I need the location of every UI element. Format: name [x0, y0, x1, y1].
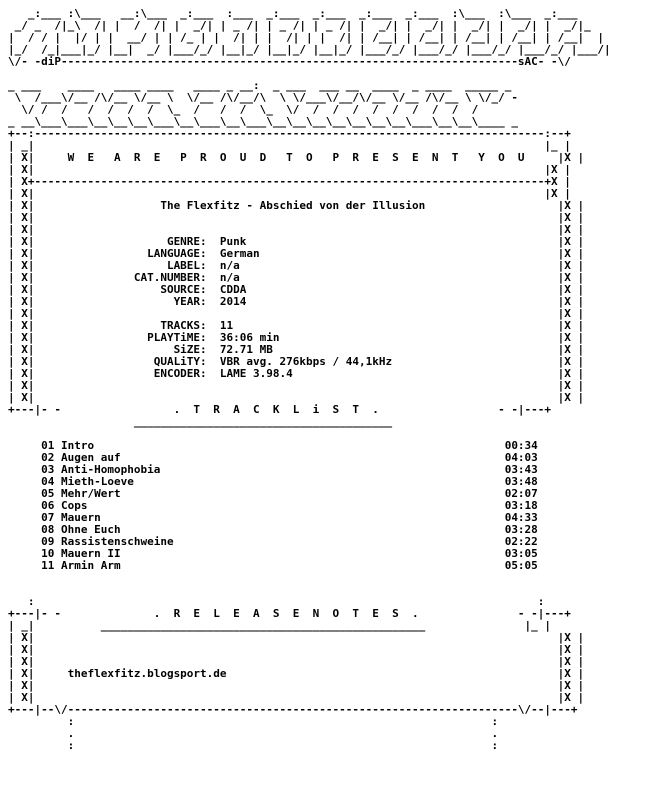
box-blank-line: | X| |X |	[8, 307, 585, 320]
releasenotes-heading: +---|- - . R E L E A S E N O T E S . - -|---+	[8, 607, 571, 620]
info-field: | X| YEAR: 2014 |X |	[8, 295, 585, 308]
info-field: | X| LANGUAGE: German |X |	[8, 247, 585, 260]
box-blank-line: | X| |X |	[8, 643, 585, 656]
stat-field: | X| ENCODER: LAME 3.98.4 |X |	[8, 367, 585, 380]
track-row: 11 Armin Arm 05:05	[8, 559, 538, 572]
track-row: 03 Anti-Homophobia 03:43	[8, 463, 538, 476]
logo-top-line: _:___ :\___ __:\___ _:___ :___ _:___ _:___ _:___ _:___ :\___ :\___ _:___	[8, 7, 578, 20]
info-field: | X| SOURCE: CDDA |X |	[8, 283, 585, 296]
stat-field: | X| SiZE: 72.71 MB |X |	[8, 343, 585, 356]
footer-dots: : : . . : :	[67, 715, 499, 752]
stat-field: | X| TRACKS: 11 |X |	[8, 319, 585, 332]
logo-bottom-line: _ ___ ____ ____ ____ ____ _ __: _ ___ ___ __ ____ _ ____ _____ _	[8, 79, 512, 92]
box-blank-line: | X| |X |	[8, 211, 585, 224]
box-blank-line: | X| |X |	[8, 391, 585, 404]
tagline: | X| W E A R E P R O U D T O P R E S E N T Y O U |X |	[8, 151, 585, 164]
stat-field: | X| QUALiTY: VBR avg. 276kbps / 44,1kHz |X |	[8, 355, 585, 368]
logo-bottom-line: \/ / / / / / / \_ / / / \_ \/ / / / / / / / / /	[8, 103, 479, 116]
box-frame-top: +--:-----------------------------------------------------------------------------:--+	[8, 127, 571, 140]
box-frame-line: | X| |X |	[8, 163, 571, 176]
box-frame-line: | X| |X |	[8, 187, 571, 200]
logo-bottom-line: \ /___\/__ /\/__ \/__ \ \/__ /\/__/\ \ \/___\/__/\/__ \/__ /\/__ \ \/_/ -	[8, 91, 518, 104]
info-field: | X| CAT.NUMBER: n/a |X |	[8, 271, 585, 284]
stat-field: | X| PLAYTiME: 36:06 min |X |	[8, 331, 585, 344]
logo-top-line: |_/ /_|___|_/ |__| _/ |___/_/ |__|_/ |__|_/ |__|_/ |___/_/ |___/_/ |___/_/ |___/_/ |___/|	[8, 43, 611, 56]
box-divider: | X+-----------------------------------------------------------------------------+X |	[8, 175, 571, 188]
info-field: | X| LABEL: n/a |X |	[8, 259, 585, 272]
box-blank-line: | X| |X |	[8, 223, 585, 236]
box-blank-line: | X| |X |	[8, 379, 585, 392]
box-frame-line: : :	[8, 595, 545, 608]
box-blank-line: | X| |X |	[8, 679, 585, 692]
box-blank-line: | X| |X |	[8, 655, 585, 668]
box-blank-line: | X| |X |	[8, 691, 585, 704]
info-field: | X| GENRE: Punk |X |	[8, 235, 585, 248]
track-row: 07 Mauern 04:33	[8, 511, 538, 524]
tracklist-underline: _______________________________________	[8, 415, 406, 428]
box-frame-line: | _| |_ |	[8, 139, 571, 152]
logo-top-line: \/- -diP---------------------------------------------------------------------sAC- -\/	[8, 55, 571, 68]
logo-top-line: | / / | |/ | | __/ | | /_ | | /| | | /| | | /| | /__| | /__| | /__| | /__| | /__| |	[8, 31, 605, 44]
release-title: | X| The Flexfitz - Abschied von der Illusion |X |	[8, 199, 585, 212]
tracklist-heading: +---|- - . T R A C K L i S T . - -|---+	[8, 403, 552, 416]
track-row: 02 Augen auf 04:03	[8, 451, 538, 464]
logo-bottom-line: _ __\___\___\__\__\__\___\__\___\__\___\__\__\__\__\__\__\__\___\__\__\____ _	[8, 115, 518, 128]
track-row: 05 Mehr/Wert 02:07	[8, 487, 538, 500]
track-row: 01 Intro 00:34	[8, 439, 538, 452]
track-row: 10 Mauern II 03:05	[8, 547, 538, 560]
box-frame-bottom: +---|--\/--------------------------------------------------------------------\/--|---+	[8, 703, 578, 716]
box-blank-line: | X| |X |	[8, 631, 585, 644]
track-row: 06 Cops 03:18	[8, 499, 538, 512]
track-row: 04 Mieth-Loeve 03:48	[8, 475, 538, 488]
releasenotes-underline: | _| _________________________________________________ |_ |	[8, 619, 552, 632]
track-row: 09 Rassistenschweine 02:22	[8, 535, 538, 548]
logo-top-line: _/ _ /|_\ /| | / /| | _/| | _ /| | _ /| | _ /| | _/| | _/| | _/| | _/| | _/|_	[8, 19, 591, 32]
track-row: 08 Ohne Euch 03:28	[8, 523, 538, 536]
release-url: | X| theflexfitz.blogsport.de |X |	[8, 667, 585, 680]
nfo-document	[8, 8, 611, 752]
